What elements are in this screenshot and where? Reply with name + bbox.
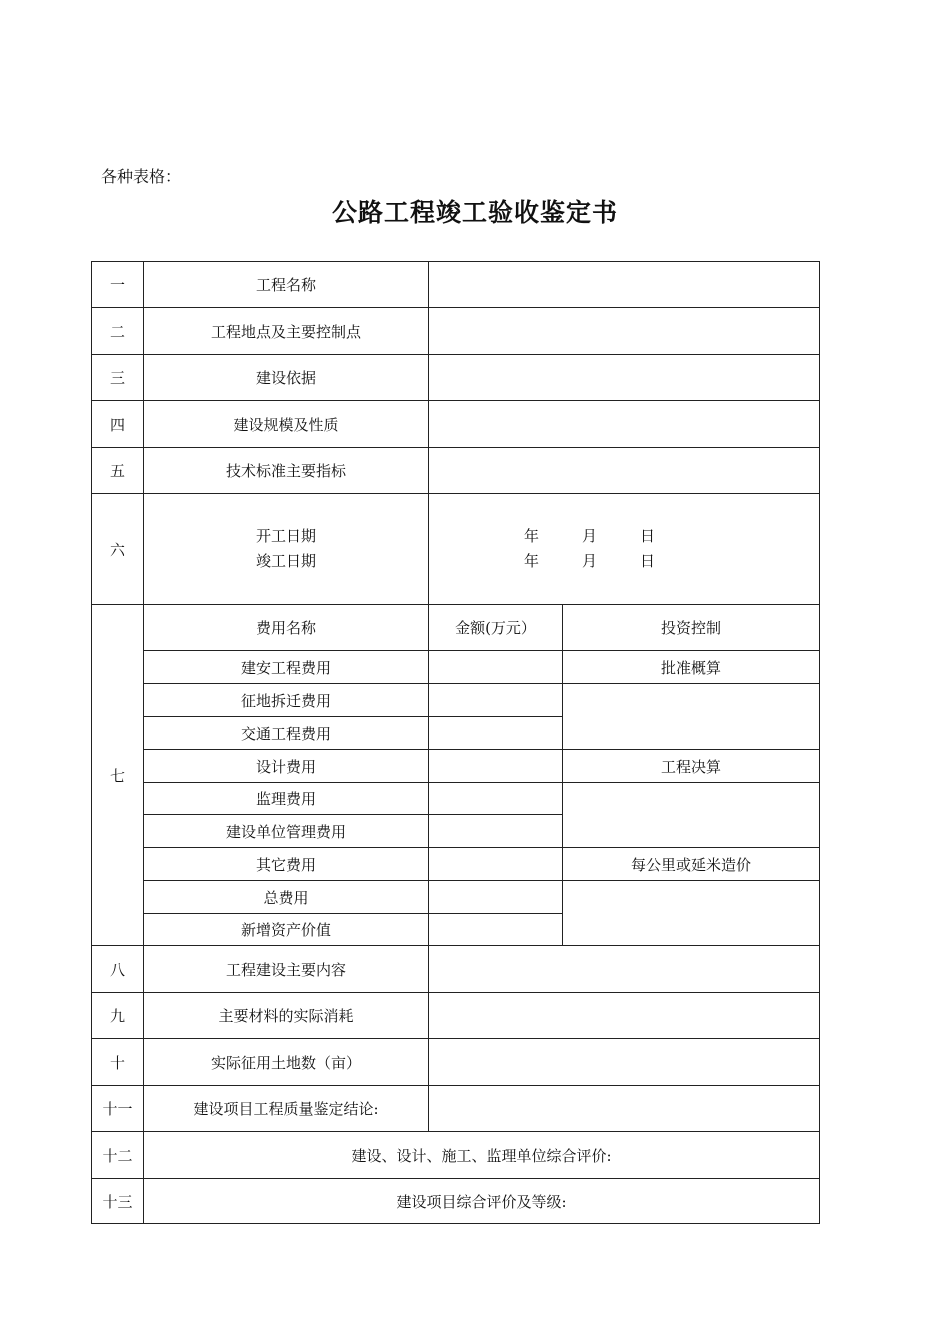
cost-amount-cell[interactable] — [429, 881, 563, 914]
cost-item-label: 其它费用 — [144, 848, 429, 881]
cost-item-label: 设计费用 — [144, 750, 429, 783]
row-number: 六 — [92, 494, 144, 605]
cost-amount-cell[interactable] — [429, 815, 563, 848]
row-main-content — [92, 946, 820, 993]
date-labels — [144, 494, 429, 605]
cost-item-label: 征地拆迁费用 — [144, 684, 429, 717]
field-label: 建设规模及性质 — [144, 401, 429, 448]
unit-evaluation-field[interactable]: 建设、设计、施工、监理单位综合评价: — [144, 1132, 820, 1179]
row-overall-evaluation — [92, 1179, 820, 1224]
cost-amount-cell[interactable] — [429, 750, 563, 783]
cost-item-label: 建安工程费用 — [144, 651, 429, 684]
field-label: 技术标准主要指标 — [144, 448, 429, 494]
row-land — [92, 1039, 820, 1086]
cost-header-row — [92, 605, 820, 651]
field-label: 主要材料的实际消耗 — [144, 993, 429, 1039]
cost-amount-cell[interactable] — [429, 914, 563, 946]
cost-item-label: 监理费用 — [144, 783, 429, 815]
control-value-cell[interactable] — [563, 684, 820, 750]
acceptance-form-table — [91, 261, 820, 1224]
row-number: 四 — [92, 401, 144, 448]
row-number: 十二 — [92, 1132, 144, 1179]
caption: 各种表格： — [101, 167, 182, 186]
control-value-cell[interactable] — [563, 783, 820, 848]
field-label: 工程地点及主要控制点 — [144, 308, 429, 355]
row-number: 十 — [92, 1039, 144, 1086]
tech-standard-value[interactable] — [429, 448, 820, 494]
row-project-location — [92, 308, 820, 355]
cost-item-label: 总费用 — [144, 881, 429, 914]
main-content-value[interactable] — [429, 946, 820, 993]
overall-evaluation-field[interactable]: 建设项目综合评价及等级: — [144, 1179, 820, 1224]
project-name-value[interactable] — [429, 262, 820, 308]
field-label: 建设项目工程质量鉴定结论: — [144, 1086, 429, 1132]
row-number: 五 — [92, 448, 144, 494]
investment-control-header: 投资控制 — [563, 605, 820, 651]
row-materials — [92, 993, 820, 1039]
cost-row — [92, 684, 820, 717]
row-quality-conclusion — [92, 1086, 820, 1132]
cost-row — [92, 750, 820, 783]
row-dates — [92, 494, 820, 605]
cost-row — [92, 881, 820, 914]
field-label: 建设依据 — [144, 355, 429, 401]
row-scale — [92, 401, 820, 448]
date-values[interactable] — [429, 494, 820, 605]
row-basis — [92, 355, 820, 401]
project-location-value[interactable] — [429, 308, 820, 355]
cost-row — [92, 651, 820, 684]
row-project-name — [92, 262, 820, 308]
cost-amount-cell[interactable] — [429, 651, 563, 684]
end-date-label: 竣工日期 — [255, 552, 316, 570]
scale-value[interactable] — [429, 401, 820, 448]
row-number: 十三 — [92, 1179, 144, 1224]
end-date-value[interactable]: 年 月 日 — [524, 552, 656, 570]
field-label: 工程建设主要内容 — [144, 946, 429, 993]
control-label: 每公里或延米造价 — [563, 848, 820, 881]
cost-row — [92, 783, 820, 815]
control-label: 工程决算 — [563, 750, 820, 783]
cost-amount-cell[interactable] — [429, 783, 563, 815]
control-value-cell[interactable] — [563, 881, 820, 946]
cost-row — [92, 848, 820, 881]
start-date-value[interactable]: 年 月 日 — [524, 527, 656, 545]
basis-value[interactable] — [429, 355, 820, 401]
land-value[interactable] — [429, 1039, 820, 1086]
cost-amount-cell[interactable] — [429, 717, 563, 750]
cost-item-label: 建设单位管理费用 — [144, 815, 429, 848]
page-title: 公路工程竣工验收鉴定书 — [331, 198, 618, 227]
row-number: 一 — [92, 262, 144, 308]
cost-amount-header: 金额(万元） — [429, 605, 563, 651]
row-number: 九 — [92, 993, 144, 1039]
row-unit-evaluation — [92, 1132, 820, 1179]
materials-value[interactable] — [429, 993, 820, 1039]
cost-amount-cell[interactable] — [429, 848, 563, 881]
start-date-label: 开工日期 — [255, 527, 316, 545]
quality-conclusion-value[interactable] — [429, 1086, 820, 1132]
cost-item-label: 新增资产价值 — [144, 914, 429, 946]
cost-item-label: 交通工程费用 — [144, 717, 429, 750]
field-label: 实际征用土地数（亩） — [144, 1039, 429, 1086]
cost-amount-cell[interactable] — [429, 684, 563, 717]
row-tech-standard — [92, 448, 820, 494]
row-number: 七 — [92, 605, 144, 946]
cost-name-header: 费用名称 — [144, 605, 429, 651]
row-number: 十一 — [92, 1086, 144, 1132]
row-number: 二 — [92, 308, 144, 355]
field-label: 工程名称 — [144, 262, 429, 308]
row-number: 八 — [92, 946, 144, 993]
row-number: 三 — [92, 355, 144, 401]
control-label: 批准概算 — [563, 651, 820, 684]
